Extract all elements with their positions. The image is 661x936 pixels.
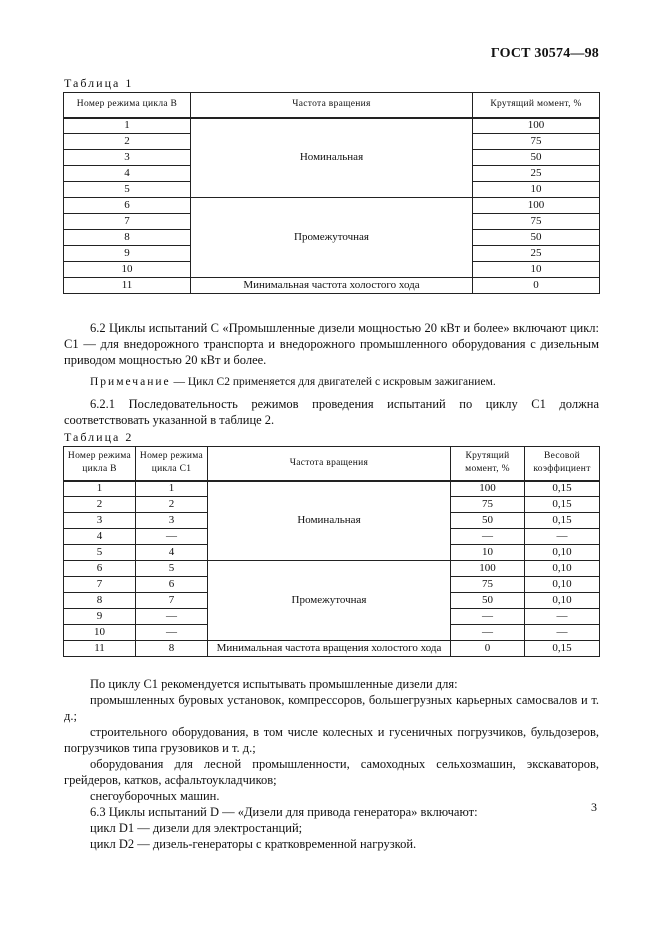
table-cell: 5	[64, 182, 191, 198]
table-cell: 6	[64, 561, 136, 577]
table-cell: 100	[473, 198, 600, 214]
table-cell: —	[136, 625, 208, 641]
table-cell: 7	[136, 593, 208, 609]
table-cell: 3	[64, 150, 191, 166]
table2	[63, 446, 600, 657]
list-item: цикл D2 — дизель-генераторы с кратковременной нагрузкой.	[90, 837, 417, 851]
table-cell: —	[136, 529, 208, 545]
table-cell: 10	[473, 182, 600, 198]
list-item: строительного оборудования, в том числе колесных и гусеничных погрузчиков, бульдозеров, погрузчиков типа грузовиков и т. д.;	[64, 725, 599, 755]
table-cell: 9	[64, 246, 191, 262]
table1-group-nominal: Номинальная	[191, 118, 473, 198]
table-cell: 0,15	[525, 513, 600, 529]
table-cell: 5	[136, 561, 208, 577]
table-cell: —	[525, 625, 600, 641]
table-cell: —	[136, 609, 208, 625]
table-cell: 2	[136, 497, 208, 513]
table-cell: 3	[136, 513, 208, 529]
table-cell: 8	[64, 230, 191, 246]
note-text: — Цикл С2 применяется для двигателей с искровым зажиганием.	[170, 376, 496, 388]
table-cell: 5	[64, 545, 136, 561]
table-cell: 0,10	[525, 545, 600, 561]
table2-header-weight: Весовой коэффициент	[525, 447, 600, 481]
table-cell: —	[451, 529, 525, 545]
table-cell: 0	[451, 641, 525, 657]
table-cell: 10	[64, 262, 191, 278]
table-cell: 50	[473, 230, 600, 246]
table-cell: 10	[473, 262, 600, 278]
table-cell: 0,10	[525, 561, 600, 577]
table-cell: 25	[473, 246, 600, 262]
table-cell: 7	[64, 214, 191, 230]
table2-caption: Таблица 2	[64, 430, 134, 444]
table1-caption: Таблица 1	[64, 76, 134, 90]
note	[64, 374, 599, 390]
note-label: Примечание	[90, 376, 171, 388]
table-cell: 8	[136, 641, 208, 657]
table-cell: 50	[451, 593, 525, 609]
table2-header-mode-b: Номер режима цикла В	[64, 447, 136, 481]
table-cell: 7	[64, 577, 136, 593]
list-item: цикл D1 — дизели для электростанций;	[90, 821, 303, 835]
paragraph: По циклу С1 рекомендуется испытывать промышленные дизели для:	[90, 677, 458, 691]
table1-header-speed: Частота вращения	[191, 93, 473, 118]
paragraph-6-2: 6.2 Циклы испытаний С «Промышленные дизели мощностью 20 кВт и более» включают цикл: С1 — для внедорожного транспорта и внедорожного промышленного оборудования с дизельным приводом мощностью 20 кВт и более.	[64, 321, 599, 367]
table1	[63, 92, 600, 294]
table-cell: 100	[451, 561, 525, 577]
table-cell: 100	[473, 118, 600, 134]
table1-header-mode: Номер режима цикла В	[64, 93, 191, 118]
table-cell: 2	[64, 497, 136, 513]
table-cell: —	[525, 609, 600, 625]
list-item: снегоуборочных машин.	[90, 789, 220, 803]
page-number: 3	[591, 800, 597, 814]
table-cell: 0,15	[525, 641, 600, 657]
table-cell: 9	[64, 609, 136, 625]
table-cell: 1	[136, 481, 208, 497]
table-cell: 10	[451, 545, 525, 561]
table1-group-intermediate: Промежуточная	[191, 198, 473, 278]
table2-group-idle: Минимальная частота вращения холостого хода	[208, 641, 451, 657]
table-cell: 0,10	[525, 577, 600, 593]
standard-code: ГОСТ 30574—98	[490, 46, 599, 61]
list-item: промышленных буровых установок, компрессоров, большегрузных карьерных самосвалов и т. д.;	[64, 693, 599, 723]
table2-group-intermediate: Промежуточная	[208, 561, 451, 641]
table-cell: 6	[64, 198, 191, 214]
table-cell: 11	[64, 278, 191, 294]
table-cell: 6	[136, 577, 208, 593]
table-cell: 75	[451, 577, 525, 593]
table-cell: 75	[473, 214, 600, 230]
table2-header-mode-c1: Номер режима цикла С1	[136, 447, 208, 481]
table-cell: 4	[64, 529, 136, 545]
table-cell: —	[451, 609, 525, 625]
paragraph-6-2-1: 6.2.1 Последовательность режимов проведения испытаний по циклу С1 должна соответствовать указанной в таблице 2.	[64, 397, 599, 427]
section-6-2	[64, 320, 599, 428]
table-cell: 0,15	[525, 481, 600, 497]
section-after	[64, 676, 599, 852]
table-cell: 4	[64, 166, 191, 182]
table-cell: 8	[64, 593, 136, 609]
table-cell: 50	[473, 150, 600, 166]
list-item: оборудования для лесной промышленности, самоходных сельхозмашин, экскаваторов, грейдеров, катков, асфальтоукладчиков;	[64, 757, 599, 787]
table-cell: 1	[64, 481, 136, 497]
table-cell: 0	[473, 278, 600, 294]
table2-header-torque: Крутящий момент, %	[451, 447, 525, 481]
table-cell: 0,10	[525, 593, 600, 609]
paragraph-6-3: 6.3 Циклы испытаний D — «Дизели для привода генератора» включают:	[90, 805, 478, 819]
table-cell: 100	[451, 481, 525, 497]
table-cell: 1	[64, 118, 191, 134]
table-cell: 11	[64, 641, 136, 657]
table2-group-nominal: Номинальная	[208, 481, 451, 561]
table-cell: —	[525, 529, 600, 545]
table-cell: 25	[473, 166, 600, 182]
table-cell: 75	[473, 134, 600, 150]
table-cell: 50	[451, 513, 525, 529]
table-cell: 2	[64, 134, 191, 150]
table-cell: 4	[136, 545, 208, 561]
table-cell: 10	[64, 625, 136, 641]
table-cell: 75	[451, 497, 525, 513]
table1-header-torque: Крутящий момент, %	[473, 93, 600, 118]
table-cell: 3	[64, 513, 136, 529]
table-cell: —	[451, 625, 525, 641]
table2-header-speed: Частота вращения	[208, 447, 451, 481]
table-cell: 0,15	[525, 497, 600, 513]
table1-group-idle: Минимальная частота холостого хода	[191, 278, 473, 294]
